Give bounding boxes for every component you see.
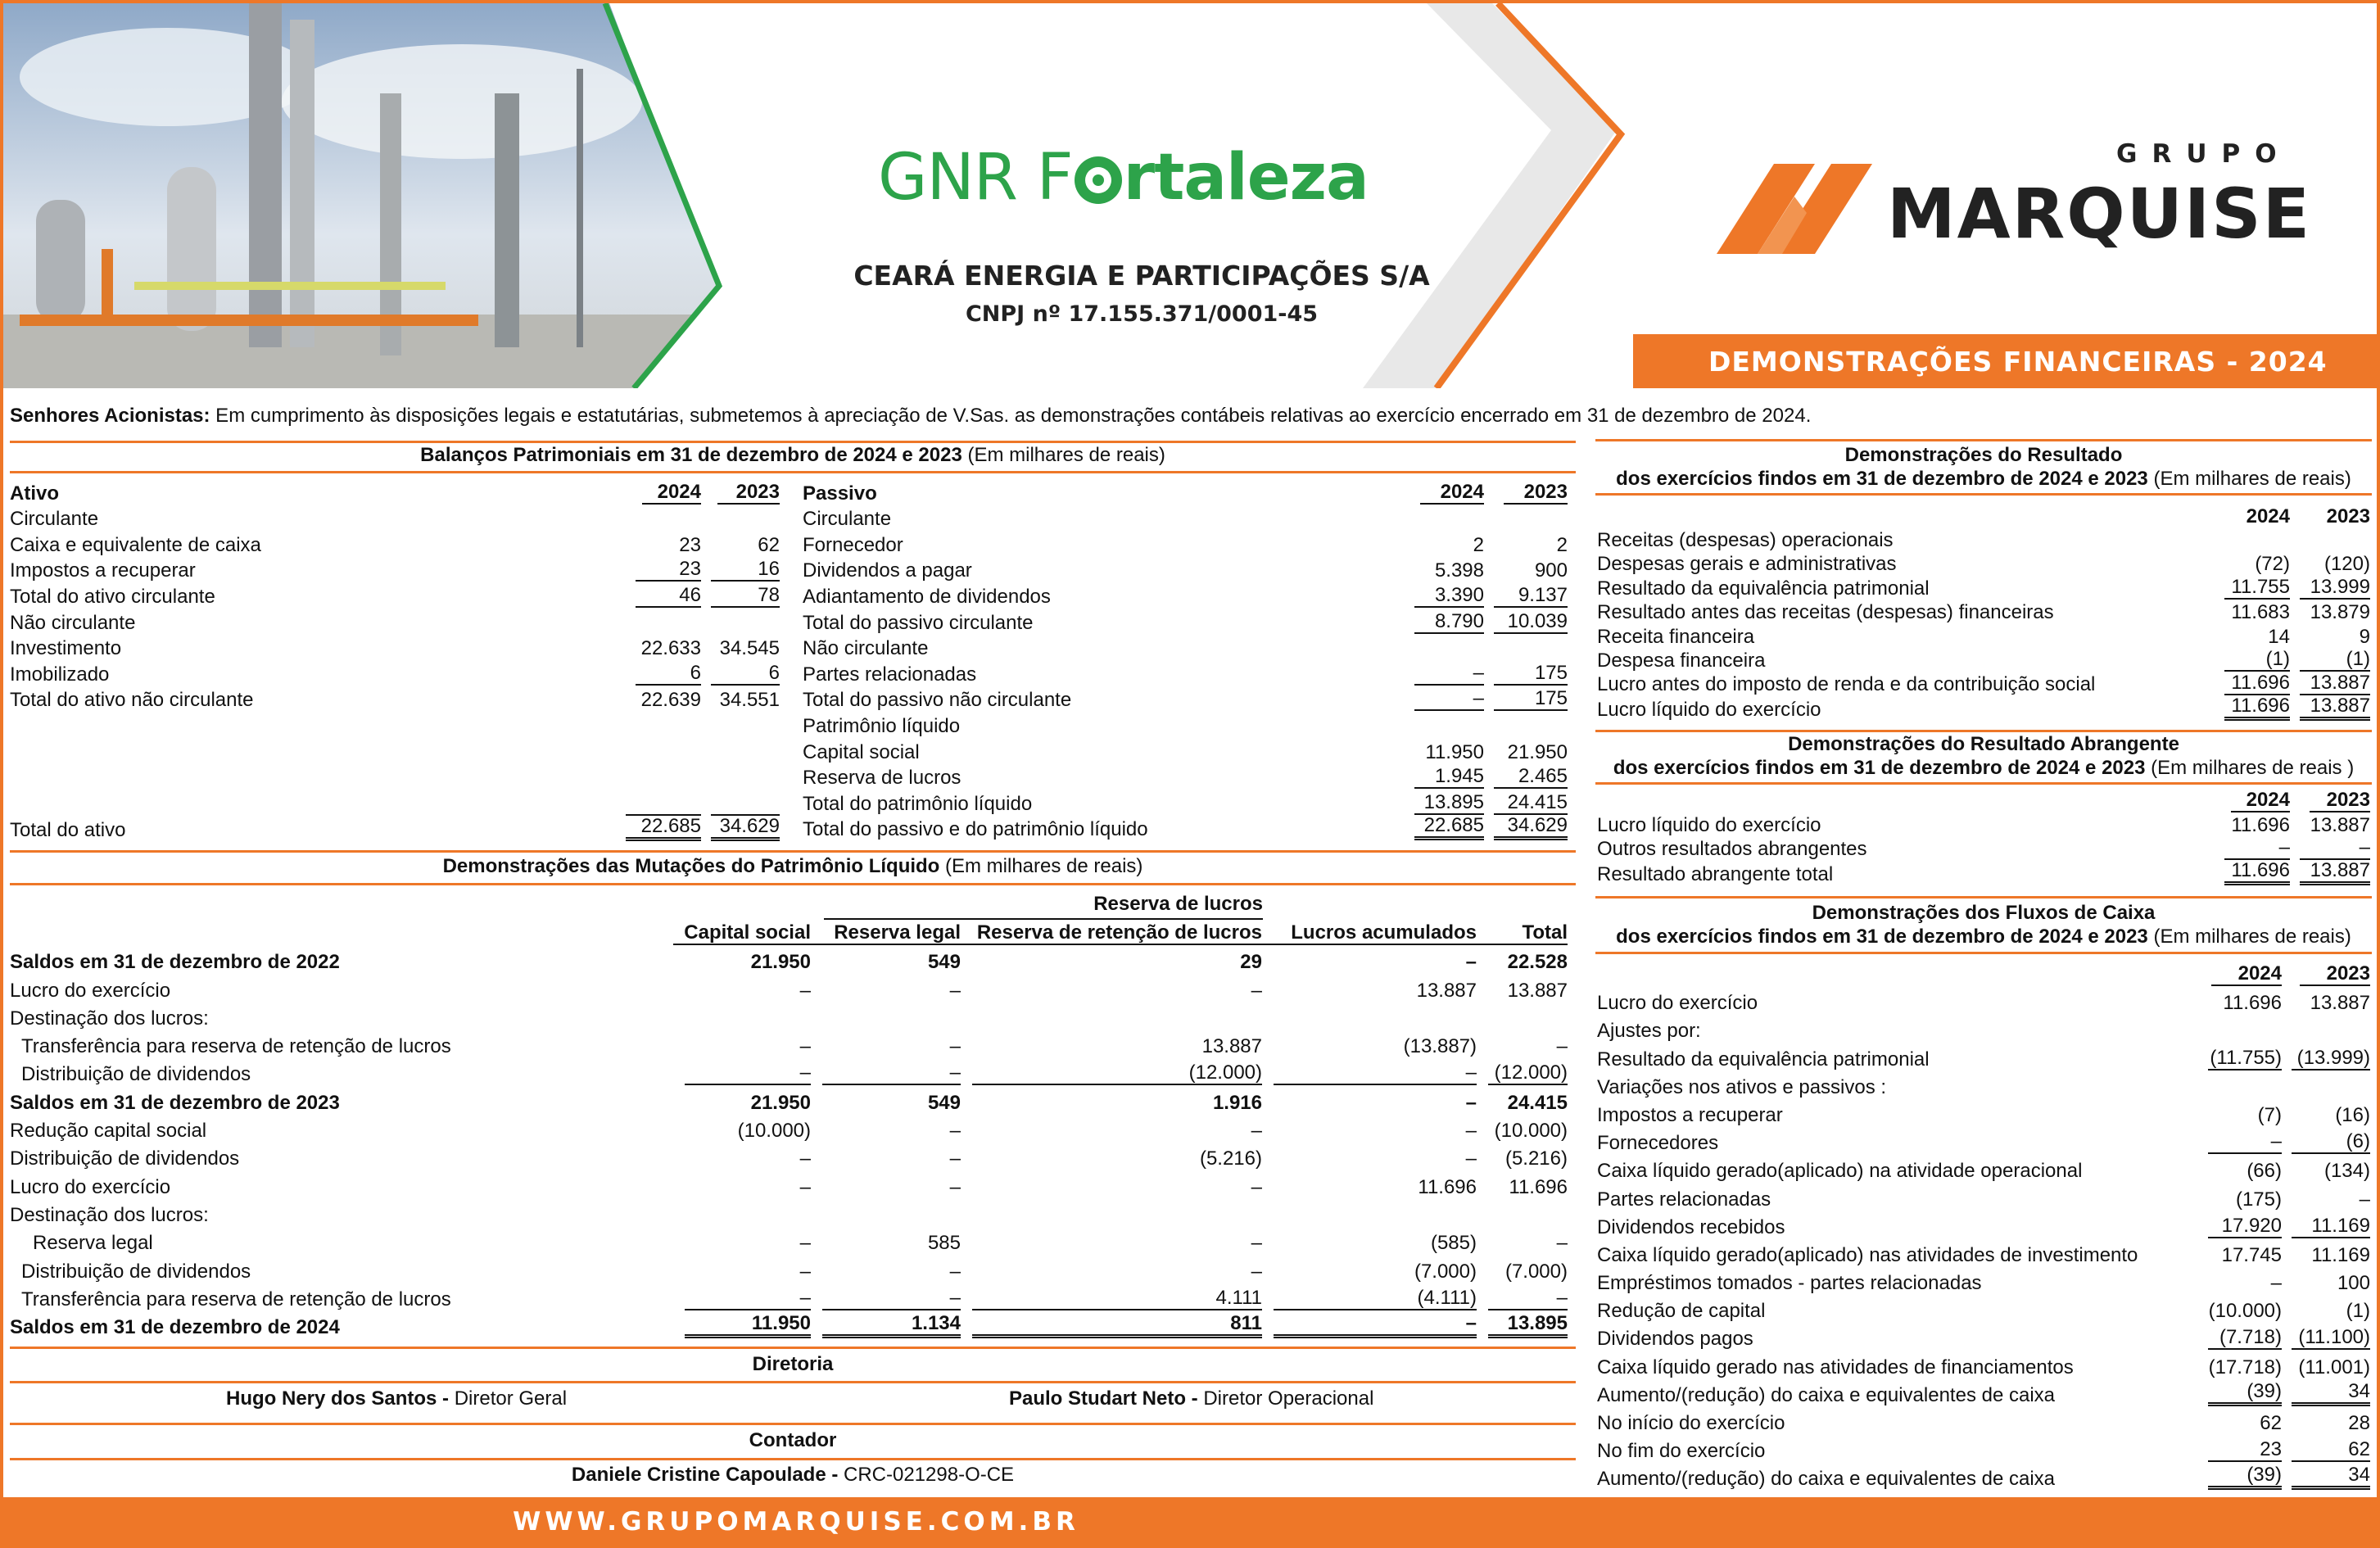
column-header: Reserva legal <box>811 922 961 945</box>
director-1: Hugo Nery dos Santos - Diretor Geral <box>226 1387 568 1410</box>
table-row: Total do passivo não circulante – 175 <box>803 687 1568 712</box>
table-row: Impostos a recuperar 23 16 <box>10 558 780 582</box>
diretoria-title: Diretoria <box>752 1353 834 1375</box>
contador-title: Contador <box>749 1429 837 1451</box>
passivo-header: Passivo <box>803 482 877 505</box>
total-ativo-row: Total do ativo 22.685 34.629 <box>10 815 780 841</box>
contador-signature: Daniele Cristine Capoulade - CRC-021298-O-CE <box>571 1464 1015 1486</box>
table-row: Circulante <box>10 508 99 531</box>
abrangente-title: Demonstrações do Resultado Abrangente <box>1788 733 2179 755</box>
fluxo-subtitle: dos exercícios findos em 31 de dezembro de 2024 e 2023 (Em milhares de reais) <box>1616 926 2351 948</box>
table-row: Redução capital social (10.000) – – – (10.000) <box>10 1120 1568 1143</box>
table-row: Não circulante <box>10 611 136 634</box>
table-row: Adiantamento de dividendos 3.390 9.137 <box>803 583 1568 608</box>
table-row: Resultado da equivalência patrimonial (11.755) (13.999) <box>1597 1046 2370 1070</box>
table-row: Resultado da equivalência patrimonial 11.755 13.999 <box>1597 575 2370 600</box>
table-row: Lucro antes do imposto de renda e da contribuição social 11.696 13.887 <box>1597 672 2370 696</box>
column-header: Lucros acumulados <box>1262 922 1477 945</box>
table-row: Dividendos recebidos 17.920 11.169 <box>1597 1214 2370 1238</box>
marquise-text: MARQUISE <box>1887 174 2312 254</box>
balanco-title: Balanços Patrimoniais em 31 de dezembro de 2024 e 2023 (Em milhares de reais) <box>420 444 1165 466</box>
intro-text: Em cumprimento às disposições legais e estatutárias, submetemos à apreciação de V.Sas. as demonstrações contábeis relativas ao exercício encerrado em 31 de dezembro de 2024. <box>210 405 1812 427</box>
company-cnpj: CNPJ nº 17.155.371/0001-45 <box>965 301 1319 327</box>
total-passivo-row: Total do passivo e do patrimônio líquido 22.685 34.629 <box>803 814 1568 841</box>
table-row: Dividendos a pagar 5.398 900 <box>803 559 1568 582</box>
abrangente-subtitle: dos exercícios findos em 31 de dezembro de 2024 e 2023 (Em milhares de reais ) <box>1613 757 2355 779</box>
table-row: Lucro do exercício – – – 11.696 11.696 <box>10 1175 1568 1198</box>
table-row: Caixa e equivalente de caixa 23 62 <box>10 533 780 556</box>
table-row: Transferência para reserva de retenção de lucros – – 4.111 (4.111) – <box>21 1286 1568 1310</box>
table-row: Caixa líquido gerado(aplicado) na atividade operacional (66) (134) <box>1597 1160 2370 1183</box>
table-row: Despesa financeira (1) (1) <box>1597 647 2370 672</box>
table-row: Empréstimos tomados - partes relacionadas – 100 <box>1597 1272 2370 1295</box>
table-row: Total do passivo circulante 8.790 10.039 <box>803 609 1568 634</box>
table-row: Partes relacionadas (175) – <box>1597 1188 2370 1211</box>
table-row: Total do patrimônio líquido 13.895 24.415 <box>803 790 1568 815</box>
intro-label: Senhores Acionistas: <box>10 405 210 427</box>
table-row: Patrimônio líquido <box>803 714 961 737</box>
table-row: Reserva legal – 585 – (585) – <box>33 1232 1568 1255</box>
table-row: Total do ativo circulante 46 78 <box>10 583 780 608</box>
table-row: Destinação dos lucros: <box>10 1203 209 1226</box>
table-row: Saldos em 31 de dezembro de 2024 11.950 1.134 811 – 13.895 <box>10 1312 1568 1339</box>
table-row: Não circulante <box>803 637 929 660</box>
footer-url[interactable]: WWW.GRUPOMARQUISE.COM.BR <box>513 1507 1079 1537</box>
table-row: Distribuição de dividendos – – (12.000) – (12.000) <box>21 1061 1568 1086</box>
gnr-fortaleza-logo: GNR F rtaleza <box>878 141 1369 215</box>
resultado-table: 2024 2023 Receitas (despesas) operacionais Despesas gerais e administrativas (72) (120) Resultado da equivalência patrimonial 11.755 13.999 Resultado antes das receitas (despesas) financeiras 11.683 13.879 Receita financeira 14 9 Despesa financeira (1) (1) Lucro antes do imposto de renda e da contribuição social 11.696 13.887 Lucro líquido do exercício 11.696 13.887 <box>1597 505 2370 722</box>
table-row: Distribuição de dividendos – – – (7.000) (7.000) <box>21 1260 1568 1283</box>
table-row: Distribuição de dividendos – – (5.216) – (5.216) <box>10 1147 1568 1170</box>
table-row: Lucro líquido do exercício 11.696 13.887 <box>1597 813 2370 836</box>
banner-title: DEMONSTRAÇÕES FINANCEIRAS - 2024 <box>1708 346 2328 378</box>
table-row: Resultado abrangente total 11.696 13.887 <box>1597 859 2370 886</box>
table-row: Aumento/(redução) do caixa e equivalentes de caixa (39) 34 <box>1597 1464 2370 1491</box>
table-row: Imobilizado 6 6 <box>10 661 780 686</box>
table-row: Reserva de lucros 1.945 2.465 <box>803 765 1568 790</box>
resultado-subtitle: dos exercícios findos em 31 de dezembro de 2024 e 2023 (Em milhares de reais) <box>1616 468 2351 490</box>
table-row: Partes relacionadas – 175 <box>803 661 1568 686</box>
table-row: Impostos a recuperar (7) (16) <box>1597 1103 2370 1126</box>
table-row: Ajustes por: <box>1597 1020 1701 1043</box>
column-header: Capital social <box>673 922 811 945</box>
table-row: Caixa líquido gerado nas atividades de financiamentos (17.718) (11.001) <box>1597 1356 2370 1378</box>
table-row: Variações nos ativos e passivos : <box>1597 1075 1887 1098</box>
reserva-lucros-group-header: Reserva de lucros <box>1093 893 1263 915</box>
table-row: Dividendos pagos (7.718) (11.100) <box>1597 1326 2370 1351</box>
ativo-header: Ativo <box>10 482 59 505</box>
table-row: Lucro líquido do exercício 11.696 13.887 <box>1597 695 2370 722</box>
table-row: Aumento/(redução) do caixa e equivalentes de caixa (39) 34 <box>1597 1379 2370 1406</box>
passivo-table: Passivo 2024 2023 Circulante Fornecedor 2 2 Dividendos a pagar 5.398 900 Adiantamento de dividendos 3.390 9.137 Total do passivo circulante 8.790 10.039 Não circulante Partes relacionadas – 175 Total do passivo não circulante – 175 Patrimônio líquido Capital social 11.950 21.950 Reserva de lucros 1.945 2.465 Total do patrimônio líquido 13.895 24.415 Total do passivo e do patrimônio líquido 22.685 34.629 <box>803 478 1568 840</box>
table-row: Receitas (despesas) operacionais <box>1597 528 1894 551</box>
table-row: Saldos em 31 de dezembro de 2023 21.950 549 1.916 – 24.415 <box>10 1091 1568 1114</box>
ativo-table: Ativo 2024 2023 Circulante Caixa e equivalente de caixa 23 62 Impostos a recuperar 23 16 Total do ativo circulante 46 78 Não circulante Investimento 22.633 34.545 Imobilizado 6 6 Total do ativo não circulante 22.639 34.551 <box>10 478 780 711</box>
table-row: Lucro do exercício 11.696 13.887 <box>1597 992 2370 1015</box>
column-header: Total <box>1477 922 1568 945</box>
table-row: No início do exercício 62 28 <box>1597 1412 2370 1434</box>
column-header: Reserva de retenção de lucros <box>961 922 1262 945</box>
table-row: No fim do exercício 23 62 <box>1597 1438 2370 1463</box>
table-row: Capital social 11.950 21.950 <box>803 740 1568 763</box>
table-row: Saldos em 31 de dezembro de 2022 21.950 549 29 – 22.528 <box>10 951 1568 974</box>
table-row: Resultado antes das receitas (despesas) financeiras 11.683 13.879 <box>1597 601 2370 624</box>
table-row: Investimento 22.633 34.545 <box>10 637 780 660</box>
table-row: Destinação dos lucros: <box>10 1007 209 1030</box>
grupo-text: GRUPO <box>2116 139 2292 169</box>
table-row: Receita financeira 14 9 <box>1597 625 2370 648</box>
director-2: Paulo Studart Neto - Diretor Operacional <box>1009 1387 1374 1410</box>
table-row: Fornecedor 2 2 <box>803 533 1568 556</box>
table-row: Circulante <box>803 508 892 531</box>
abrangente-table: 2024 2023 Lucro líquido do exercício 11.696 13.887 Outros resultados abrangentes – – Resultado abrangente total 11.696 13.887 <box>1597 788 2370 886</box>
table-row: Caixa líquido gerado(aplicado) nas atividades de investimento 17.745 11.169 <box>1597 1243 2370 1266</box>
table-row: Despesas gerais e administrativas (72) (120) <box>1597 553 2370 576</box>
table-row: Redução de capital (10.000) (1) <box>1597 1300 2370 1323</box>
table-row: Lucro do exercício – – – 13.887 13.887 <box>10 979 1568 1002</box>
resultado-title: Demonstrações do Resultado <box>1844 444 2123 466</box>
fluxo-title: Demonstrações dos Fluxos de Caixa <box>1812 902 2156 924</box>
mutacoes-title: Demonstrações das Mutações do Patrimônio Líquido (Em milhares de reais) <box>442 855 1143 877</box>
fluxo-table: 2024 2023 Lucro do exercício 11.696 13.887 Ajustes por: Resultado da equivalência patrimonial (11.755) (13.999) Variações nos ativos e passivos : Impostos a recuperar (7) (16) Fornecedores – (6) Caixa líquido gerado(aplicado) na atividade operacional (66) (134) Partes relacionadas (175) – Dividendos recebidos 17.920 11.169 Caixa líquido gerado(aplicado) nas atividades de investimento 17.745 11.169 Empréstimos tomados - partes relacionadas – 100 Redução de capital (10.000) (1) Dividendos pagos (7.718) (11.100) Caixa líquido gerado nas atividades de financiamentos (17.718) (11.001) Aumento/(redução) do caixa e equivalentes de caixa (39) 34 No início do exercício 62 28 No fim do exercício 23 62 Aumento/(redução) do caixa e equivalentes de caixa (39) 34 <box>1597 962 2370 1491</box>
table-row: Total do ativo não circulante 22.639 34.551 <box>10 689 780 712</box>
table-row: Transferência para reserva de retenção de lucros – – 13.887 (13.887) – <box>21 1035 1568 1058</box>
table-row: Outros resultados abrangentes – – <box>1597 836 2370 861</box>
table-row: Fornecedores – (6) <box>1597 1130 2370 1155</box>
company-name: CEARÁ ENERGIA E PARTICIPAÇÕES S/A <box>853 260 1430 292</box>
